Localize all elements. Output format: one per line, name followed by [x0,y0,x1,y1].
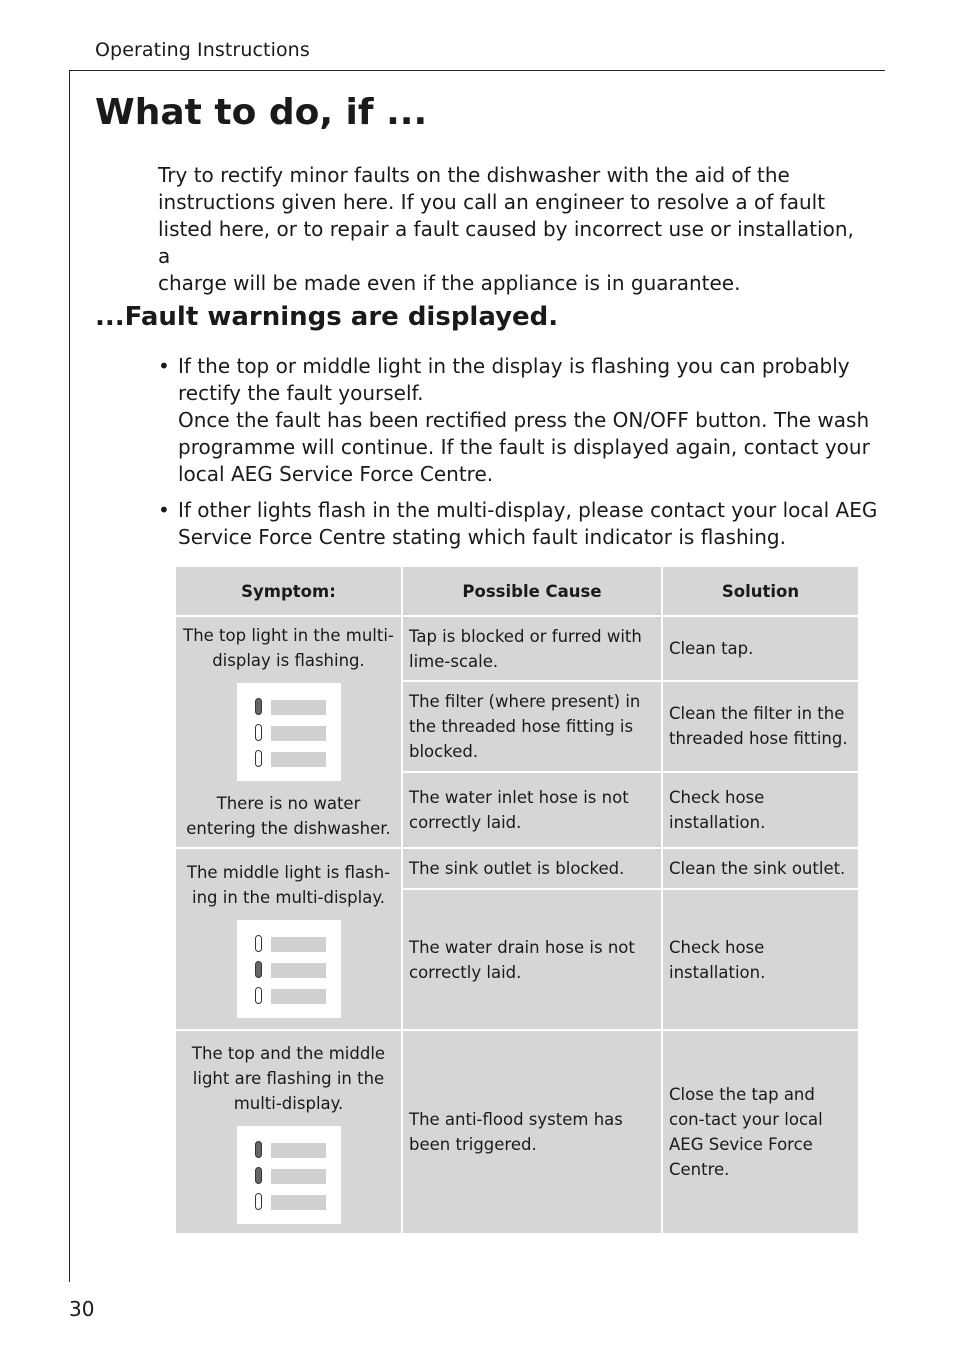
indicator-light-icon [255,935,262,952]
solution-cell: Clean tap. [662,616,859,681]
symptom-text: There is no water entering the dishwasher. [186,794,391,838]
display-bar [271,752,326,767]
table-row [175,848,859,889]
header-solution: Solution [662,566,859,616]
indicator-light-icon [255,961,262,978]
intro-line: listed here, or to repair a fault caused by incorrect use or installation, a [158,217,854,268]
solution-cell: Clean the sink outlet. [662,848,859,889]
bullet-item [158,353,878,488]
cause-cell: The water drain hose is not correctly laid. [402,889,662,1030]
display-bar [271,700,326,715]
bullet-text: If other lights flash in the multi-display, please contact your local AEG Service Force Centre stating which fault indicator is flashing. [178,498,878,549]
display-bar [271,1195,326,1210]
cause-cell: The water inlet hose is not correctly laid. [402,772,662,848]
display-bar [271,1143,326,1158]
margin-rule [69,70,70,1282]
multi-display-icon [237,683,341,781]
bullet-list [158,353,878,551]
bullet-item [158,497,878,551]
bullet-text: If the top or middle light in the display is flashing you can probably rectify the fault yourself. [178,354,850,405]
page-number: 30 [69,1297,95,1321]
multi-display-icon [237,920,341,1018]
display-bar [271,963,326,978]
indicator-light-icon [255,750,262,767]
section-heading: ...Fault warnings are displayed. [95,302,559,332]
indicator-light-icon [255,987,262,1004]
header-rule [69,70,885,71]
header-symptom: Symptom: [175,566,402,616]
table-row [175,616,859,681]
solution-cell: Clean the filter in the threaded hose fitting. [662,681,859,771]
symptom-text: The middle light is flash-ing in the multi-display. [186,863,391,907]
display-bar [271,726,326,741]
page-title: What to do, if ... [95,92,428,133]
intro-line: charge will be made even if the appliance is in guarantee. [158,271,741,295]
intro-line: Try to rectify minor faults on the dishwasher with the aid of the [158,163,790,187]
symptom-text: The top and the middle light are flashing in the multi-display. [191,1043,386,1113]
multi-display-icon [237,1126,341,1224]
bullet-marker: • [158,354,170,378]
running-header: Operating Instructions [95,39,310,61]
symptom-cell [175,1030,402,1234]
solution-cell: Close the tap and con-tact your local AEG Sevice Force Centre. [662,1030,859,1234]
indicator-light-icon [255,1141,262,1158]
display-bar [271,1169,326,1184]
symptom-cell [175,848,402,1030]
display-bar [271,937,326,952]
display-bar [271,989,326,1004]
cause-cell: The sink outlet is blocked. [402,848,662,889]
table-row [175,1030,859,1234]
table-header-row [175,566,859,616]
bullet-marker: • [158,498,170,522]
intro-paragraph [158,162,868,297]
solution-cell: Check hose installation. [662,889,859,1030]
symptom-cell [175,616,402,848]
header-cause: Possible Cause [402,566,662,616]
fault-table [174,565,860,1235]
cause-cell: Tap is blocked or furred with lime-scale. [402,616,662,681]
indicator-light-icon [255,724,262,741]
cause-cell: The anti-flood system has been triggered. [402,1030,662,1234]
indicator-light-icon [255,698,262,715]
indicator-light-icon [255,1167,262,1184]
symptom-text: The top light in the multi-display is flashing. [183,626,394,670]
intro-line: instructions given here. If you call an engineer to resolve a of fault [158,190,826,214]
bullet-text: Once the fault has been rectified press the ON/OFF button. The wash programme will continue. If the fault is displayed again, contact your local AEG Service Force Centre. [178,408,870,486]
solution-cell: Check hose installation. [662,772,859,848]
cause-cell: The filter (where present) in the threaded hose fitting is blocked. [402,681,662,771]
indicator-light-icon [255,1193,262,1210]
